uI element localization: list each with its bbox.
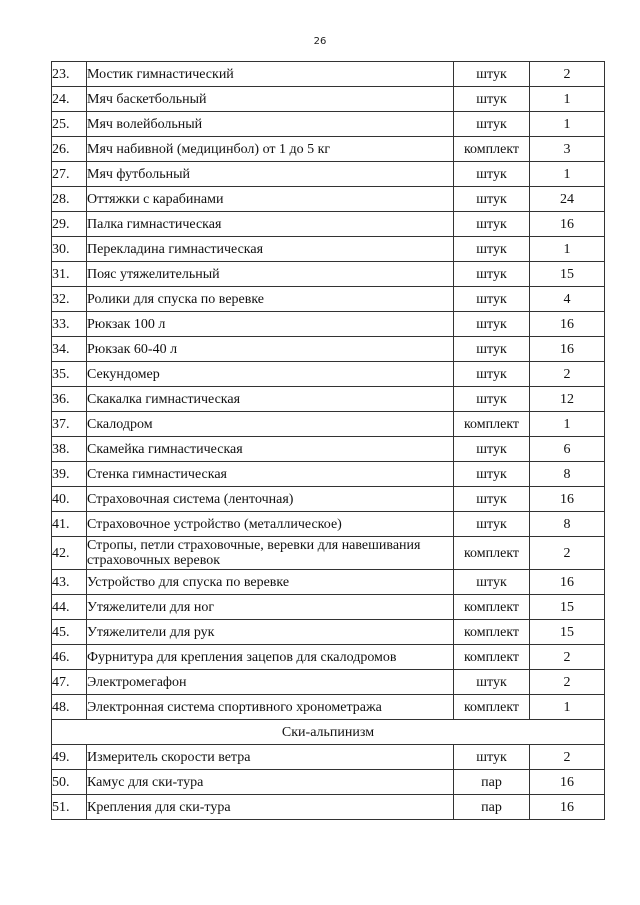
row-number: 24. bbox=[52, 87, 87, 112]
table-row bbox=[52, 287, 605, 312]
item-unit: комплект bbox=[454, 620, 530, 645]
item-quantity: 1 bbox=[530, 112, 605, 137]
item-unit: штук bbox=[454, 362, 530, 387]
item-quantity: 3 bbox=[530, 137, 605, 162]
item-name: Мяч волейбольный bbox=[87, 112, 454, 137]
item-quantity: 15 bbox=[530, 262, 605, 287]
row-number: 46. bbox=[52, 645, 87, 670]
row-number: 42. bbox=[52, 537, 87, 570]
row-number: 29. bbox=[52, 212, 87, 237]
row-number: 30. bbox=[52, 237, 87, 262]
item-quantity: 1 bbox=[530, 87, 605, 112]
item-unit: штук bbox=[454, 62, 530, 87]
item-quantity: 8 bbox=[530, 512, 605, 537]
row-number: 37. bbox=[52, 412, 87, 437]
item-quantity: 12 bbox=[530, 387, 605, 412]
row-number: 35. bbox=[52, 362, 87, 387]
item-unit: штук bbox=[454, 187, 530, 212]
item-name: Ролики для спуска по веревке bbox=[87, 287, 454, 312]
item-unit: штук bbox=[454, 212, 530, 237]
item-quantity: 16 bbox=[530, 487, 605, 512]
item-quantity: 1 bbox=[530, 412, 605, 437]
item-quantity: 16 bbox=[530, 337, 605, 362]
row-number: 43. bbox=[52, 570, 87, 595]
item-name: Рюкзак 100 л bbox=[87, 312, 454, 337]
item-unit: пар bbox=[454, 770, 530, 795]
item-quantity: 2 bbox=[530, 745, 605, 770]
row-number: 25. bbox=[52, 112, 87, 137]
row-number: 27. bbox=[52, 162, 87, 187]
item-name: Электронная система спортивного хронометража bbox=[87, 695, 454, 720]
table-row bbox=[52, 670, 605, 695]
item-quantity: 1 bbox=[530, 695, 605, 720]
row-number: 50. bbox=[52, 770, 87, 795]
item-name: Мяч баскетбольный bbox=[87, 87, 454, 112]
item-name: Скакалка гимнастическая bbox=[87, 387, 454, 412]
item-name: Фурнитура для крепления зацепов для скалодромов bbox=[87, 645, 454, 670]
table-row bbox=[52, 387, 605, 412]
table-row bbox=[52, 237, 605, 262]
item-name: Страховочная система (ленточная) bbox=[87, 487, 454, 512]
row-number: 48. bbox=[52, 695, 87, 720]
row-number: 36. bbox=[52, 387, 87, 412]
table-row bbox=[52, 137, 605, 162]
item-unit: штук bbox=[454, 462, 530, 487]
item-quantity: 15 bbox=[530, 595, 605, 620]
row-number: 49. bbox=[52, 745, 87, 770]
item-unit: штук bbox=[454, 337, 530, 362]
item-unit: комплект bbox=[454, 137, 530, 162]
item-name: Камус для ски-тура bbox=[87, 770, 454, 795]
item-name: Утяжелители для ног bbox=[87, 595, 454, 620]
row-number: 33. bbox=[52, 312, 87, 337]
item-name: Устройство для спуска по веревке bbox=[87, 570, 454, 595]
row-number: 23. bbox=[52, 62, 87, 87]
item-name: Секундомер bbox=[87, 362, 454, 387]
row-number: 45. bbox=[52, 620, 87, 645]
table-row bbox=[52, 462, 605, 487]
item-quantity: 2 bbox=[530, 537, 605, 570]
row-number: 32. bbox=[52, 287, 87, 312]
item-unit: штук bbox=[454, 487, 530, 512]
item-quantity: 16 bbox=[530, 795, 605, 820]
item-name: Скамейка гимнастическая bbox=[87, 437, 454, 462]
row-number: 44. bbox=[52, 595, 87, 620]
item-quantity: 2 bbox=[530, 670, 605, 695]
table-row bbox=[52, 770, 605, 795]
item-unit: комплект bbox=[454, 537, 530, 570]
table-row bbox=[52, 695, 605, 720]
item-unit: штук bbox=[454, 437, 530, 462]
item-quantity: 16 bbox=[530, 212, 605, 237]
table-row bbox=[52, 337, 605, 362]
item-name: Страховочное устройство (металлическое) bbox=[87, 512, 454, 537]
table-row bbox=[52, 162, 605, 187]
item-unit: штук bbox=[454, 162, 530, 187]
item-name: Мостик гимнастический bbox=[87, 62, 454, 87]
item-unit: штук bbox=[454, 512, 530, 537]
row-number: 41. bbox=[52, 512, 87, 537]
item-unit: штук bbox=[454, 287, 530, 312]
row-number: 38. bbox=[52, 437, 87, 462]
item-name: Мяч футбольный bbox=[87, 162, 454, 187]
table-row bbox=[52, 620, 605, 645]
item-unit: штук bbox=[454, 112, 530, 137]
item-name: Перекладина гимнастическая bbox=[87, 237, 454, 262]
table-row bbox=[52, 412, 605, 437]
page-number: 26 bbox=[313, 36, 327, 47]
row-number: 26. bbox=[52, 137, 87, 162]
table-row bbox=[52, 437, 605, 462]
table-row bbox=[52, 512, 605, 537]
item-quantity: 16 bbox=[530, 570, 605, 595]
item-quantity: 1 bbox=[530, 237, 605, 262]
table-row bbox=[52, 312, 605, 337]
table-row bbox=[52, 87, 605, 112]
item-quantity: 6 bbox=[530, 437, 605, 462]
item-unit: пар bbox=[454, 795, 530, 820]
item-unit: штук bbox=[454, 87, 530, 112]
item-name: Оттяжки с карабинами bbox=[87, 187, 454, 212]
row-number: 34. bbox=[52, 337, 87, 362]
item-unit: штук bbox=[454, 237, 530, 262]
row-number: 39. bbox=[52, 462, 87, 487]
item-name: Мяч набивной (медицинбол) от 1 до 5 кг bbox=[87, 137, 454, 162]
item-quantity: 8 bbox=[530, 462, 605, 487]
item-quantity: 16 bbox=[530, 312, 605, 337]
item-name: Электромегафон bbox=[87, 670, 454, 695]
table-row bbox=[52, 487, 605, 512]
item-unit: комплект bbox=[454, 645, 530, 670]
table-row bbox=[52, 570, 605, 595]
item-name: Палка гимнастическая bbox=[87, 212, 454, 237]
item-name: Скалодром bbox=[87, 412, 454, 437]
item-quantity: 2 bbox=[530, 62, 605, 87]
item-name: Крепления для ски-тура bbox=[87, 795, 454, 820]
table-row bbox=[52, 537, 605, 570]
table-row bbox=[52, 112, 605, 137]
item-quantity: 16 bbox=[530, 770, 605, 795]
section-title: Ски-альпинизм bbox=[52, 720, 605, 745]
item-name: Стенка гимнастическая bbox=[87, 462, 454, 487]
item-unit: штук bbox=[454, 745, 530, 770]
item-unit: комплект bbox=[454, 695, 530, 720]
item-quantity: 2 bbox=[530, 362, 605, 387]
item-quantity: 2 bbox=[530, 645, 605, 670]
item-unit: штук bbox=[454, 262, 530, 287]
row-number: 31. bbox=[52, 262, 87, 287]
item-unit: комплект bbox=[454, 595, 530, 620]
row-number: 40. bbox=[52, 487, 87, 512]
item-name: Измеритель скорости ветра bbox=[87, 745, 454, 770]
table-row bbox=[52, 262, 605, 287]
row-number: 28. bbox=[52, 187, 87, 212]
table-row bbox=[52, 645, 605, 670]
item-name: Рюкзак 60-40 л bbox=[87, 337, 454, 362]
table-row bbox=[52, 187, 605, 212]
section-row bbox=[52, 720, 605, 745]
equipment-table bbox=[51, 61, 605, 820]
row-number: 51. bbox=[52, 795, 87, 820]
table-row bbox=[52, 745, 605, 770]
table-row bbox=[52, 595, 605, 620]
item-quantity: 24 bbox=[530, 187, 605, 212]
item-quantity: 1 bbox=[530, 162, 605, 187]
item-unit: штук bbox=[454, 570, 530, 595]
item-quantity: 15 bbox=[530, 620, 605, 645]
equipment-table-body bbox=[52, 62, 605, 820]
row-number: 47. bbox=[52, 670, 87, 695]
item-name: Стропы, петли страховочные, веревки для навешивания страховочных веревок bbox=[87, 537, 454, 570]
table-row bbox=[52, 362, 605, 387]
item-unit: комплект bbox=[454, 412, 530, 437]
item-unit: штук bbox=[454, 387, 530, 412]
item-name: Утяжелители для рук bbox=[87, 620, 454, 645]
item-name: Пояс утяжелительный bbox=[87, 262, 454, 287]
table-row bbox=[52, 212, 605, 237]
table-row bbox=[52, 795, 605, 820]
item-unit: штук bbox=[454, 312, 530, 337]
item-unit: штук bbox=[454, 670, 530, 695]
item-quantity: 4 bbox=[530, 287, 605, 312]
table-row bbox=[52, 62, 605, 87]
